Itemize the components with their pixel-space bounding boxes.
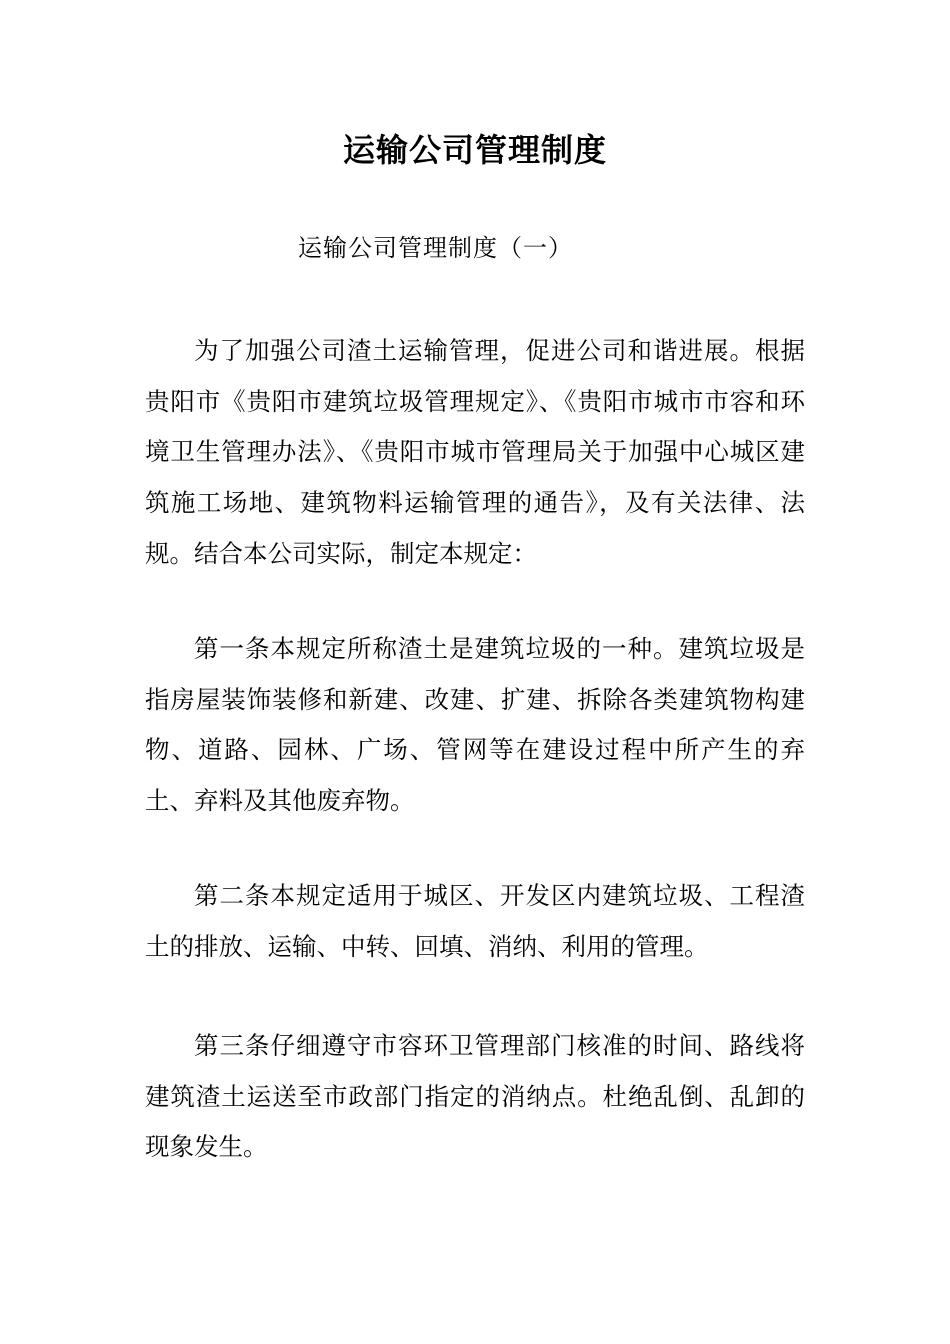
- section-subtitle: 运输公司管理制度（一）: [298, 234, 573, 262]
- paragraph-article-1: 第一条本规定所称渣土是建筑垃圾的一种。建筑垃圾是指房屋装饰装修和新建、改建、扩建、拆除各类建筑物构建物、道路、园林、广场、管网等在建设过程中所产生的弃土、弃料及其他废弃物。: [145, 634, 805, 816]
- page-title: 运输公司管理制度: [342, 131, 607, 169]
- paragraph-intro: 为了加强公司渣土运输管理，促进公司和谐进展。根据贵阳市《贵阳市建筑垃圾管理规定》、《贵阳市城市市容和环境卫生管理办法》、《贵阳市城市管理局关于加强中心城区建筑施工场地、建筑物料运输管理的通告》，及有关法律、法规。结合本公司实际，制定本规定：: [145, 336, 805, 568]
- paragraph-article-2: 第二条本规定适用于城区、开发区内建筑垃圾、工程渣土的排放、运输、中转、回填、消纳、利用的管理。: [145, 881, 805, 961]
- paragraph-article-3: 第三条仔细遵守市容环卫管理部门核准的时间、路线将建筑渣土运送至市政部门指定的消纳点。杜绝乱倒、乱卸的现象发生。: [145, 1031, 805, 1162]
